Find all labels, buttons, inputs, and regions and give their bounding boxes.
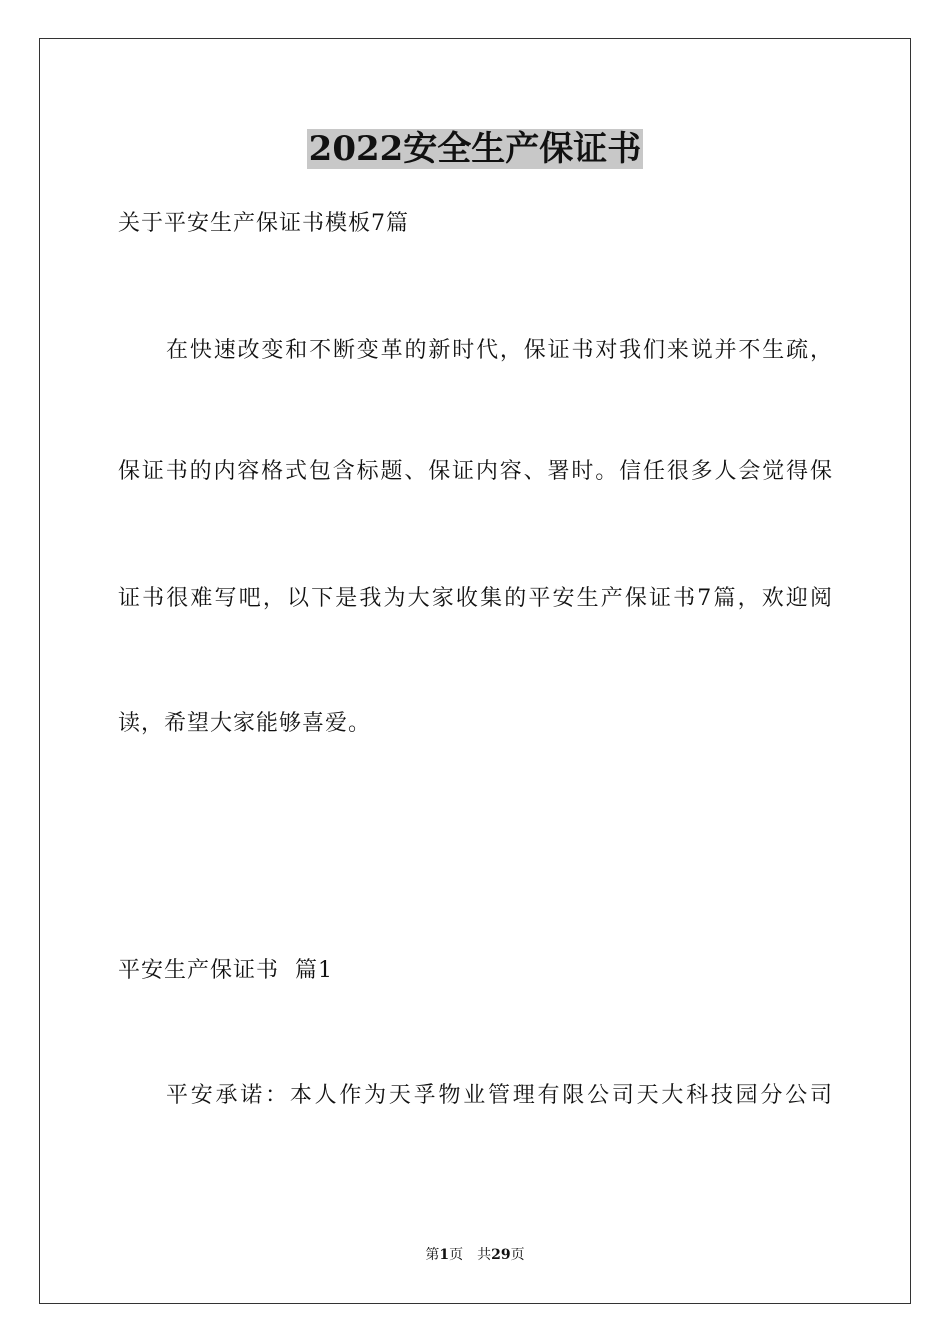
intro-line-2: 保证书的内容格式包含标题、保证内容、署时。信任很多人会觉得保 (118, 459, 832, 484)
intro-line-1: 在快速改变和不断变革的新时代，保证书对我们来说并不生疏， (166, 338, 832, 363)
document-title-text: 2022安全生产保证书 (308, 129, 642, 169)
document-title (0, 126, 950, 172)
footer-mid: 页 共 (449, 1247, 492, 1263)
footer-prefix: 第 (425, 1247, 440, 1263)
section-paragraph-line-1: 平安承诺：本人作为天孚物业管理有限公司天大科技园分公司 (166, 1083, 832, 1108)
intro-line-4: 读，希望大家能够喜爱。 (118, 711, 372, 736)
document-subtitle: 关于平安生产保证书模板7篇 (118, 211, 409, 236)
page-footer (0, 1245, 950, 1265)
footer-current-page: 1 (439, 1247, 450, 1263)
section-heading: 平安生产保证书 篇1 (118, 958, 333, 983)
intro-line-3: 证书很难写吧，以下是我为大家收集的平安生产保证书7篇，欢迎阅 (118, 586, 832, 611)
footer-suffix: 页 (510, 1247, 525, 1263)
footer-total-pages: 29 (491, 1247, 511, 1263)
